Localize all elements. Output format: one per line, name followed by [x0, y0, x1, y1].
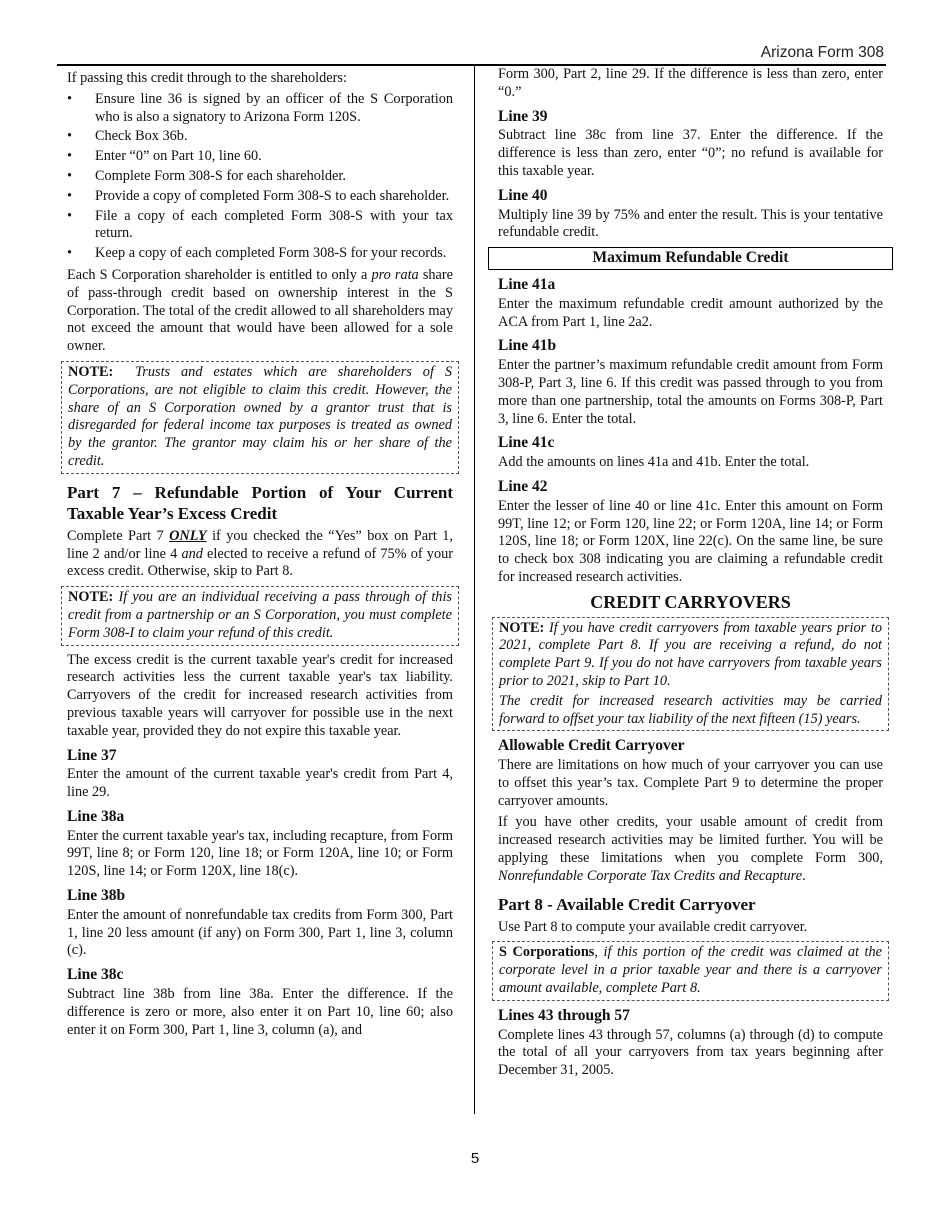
pro-rata-paragraph: Each S Corporation shareholder is entitled to only a pro rata share of pass-through credit based on ownership interest in the S Corporation. The total of the credit allowed to all shareholders may not exceed the amount that would have been allowed for a sole owner. — [67, 266, 453, 355]
note-label: NOTE: — [68, 363, 114, 380]
part8-intro: Use Part 8 to compute your available credit carryover. — [498, 918, 808, 935]
line38a-text: Enter the current taxable year's tax, including recapture, from Form 99T, line 8; or Form 120, line 18; or Form 120A, line 10; or Form 120S, line 14; or Form 120X, line 18(c). — [67, 827, 453, 880]
credit-carryovers-heading: CREDIT CARRYOVERS — [590, 591, 791, 612]
bullet-icon: • — [67, 167, 73, 184]
note-text: If you are an individual receiving a pass through of this credit from a partnership or an S Corporation, you must complete Form 308-I to claim your refund of this credit. — [68, 589, 452, 641]
note-text: Trusts and estates which are shareholders of S Corporations, are not eligible to claim this credit. However, the share of an S Corporation owned by a grantor trust that is disregarded for federal income tax purposes is treated as owned by the grantor. The grantor may claim his or her share of the credit. — [68, 363, 452, 469]
bullet-icon: • — [67, 207, 73, 224]
part7-heading: Part 7 – Refundable Portion of Your Current Taxable Year’s Excess Credit — [67, 482, 453, 523]
note-label: NOTE: — [499, 619, 545, 636]
passthrough-checklist — [67, 91, 453, 263]
part8-heading: Part 8 - Available Credit Carryover — [498, 894, 756, 914]
line38c-heading: Line 38c — [67, 966, 124, 984]
note-label: NOTE: — [68, 589, 114, 606]
bullet-icon: • — [67, 187, 73, 204]
line40-text: Multiply line 39 by 75% and enter the result. This is your tentative refundable credit. — [498, 206, 883, 241]
list-item: • File a copy of each completed Form 308-S with your tax return. — [67, 207, 453, 242]
line39-text: Subtract line 38c from line 37. Enter the difference. If the difference is less than zero, enter “0”; no refund is available for this taxable year. — [498, 127, 883, 179]
bullet-icon: • — [67, 128, 73, 145]
other-credits-text: If you have other credits, your usable amount of credit from increased research activities may be limited further. You will be applying these limitations when you complete Form 300, Nonrefundable Corporate Tax Credits and Recapture. — [498, 814, 883, 884]
line42-text: Enter the lesser of line 40 or line 41c. Enter this amount on Form 99T, line 12; or Form 120, line 22; or Form 120A, line 14; or Form 120S, line 18; or Form 120X, line 22(c). On the same line, be sure to check box 308 indicating you are claiming a refundable credit for increased research activities. — [498, 497, 883, 585]
lines43-57-heading: Lines 43 through 57 — [498, 1006, 630, 1024]
line41a-heading: Line 41a — [498, 275, 556, 293]
line38c-text: Subtract line 38b from line 38a. Enter the difference. If the difference is zero or more, also enter it on Part 10, line 60; also enter it on Form 300, Part 1, line 3, column (a), and — [67, 986, 453, 1038]
list-item: • Ensure line 36 is signed by an officer of the S Corporation who is also a signatory to Arizona Form 120S. — [67, 90, 453, 125]
list-item: • Complete Form 308-S for each shareholder. — [67, 167, 346, 184]
note-carryovers — [492, 617, 889, 732]
lines43-57-text: Complete lines 43 through 57, columns (a) through (d) to compute the total of all your carryovers from tax years beginning after December 31, 2005. — [498, 1026, 883, 1079]
column-divider — [474, 66, 475, 1114]
right-column — [498, 66, 883, 1084]
list-item: • Check Box 36b. — [67, 128, 188, 145]
list-item: • Enter “0” on Part 10, line 60. — [67, 148, 262, 165]
note-trusts-estates — [61, 361, 459, 474]
line41c-heading: Line 41c — [498, 434, 555, 452]
line39-heading: Line 39 — [498, 107, 548, 125]
line41b-heading: Line 41b — [498, 337, 557, 355]
line38b-text: Enter the amount of nonrefundable tax credits from Form 300, Part 1, line 20 less amount (if any) on Form 300, Part 1, line 3, column (c). — [67, 906, 453, 959]
allowable-carryover-heading: Allowable Credit Carryover — [498, 737, 685, 755]
line38a-heading: Line 38a — [67, 807, 125, 825]
list-item: • Provide a copy of completed Form 308-S to each shareholder. — [67, 187, 450, 204]
note-s-corporations — [492, 941, 889, 1000]
list-item: • Keep a copy of each completed Form 308-S for your records. — [67, 245, 447, 262]
passthrough-intro: If passing this credit through to the shareholders: — [67, 70, 347, 86]
bullet-icon: • — [67, 245, 73, 262]
note-text: If you have credit carryovers from taxable years prior to 2021, complete Part 8. If you are receiving a refund, do not complete Part 9. If you do not have carryovers from taxable years prior to 2021, skip to Part 10. — [499, 619, 882, 689]
line41b-text: Enter the partner’s maximum refundable credit amount from Form 308-P, Part 3, line 6. If this credit was passed through to you from more than one partnership, total the amounts on Forms 308-P, Part 3, line 6. Enter the total. — [498, 357, 883, 427]
line40-heading: Line 40 — [498, 186, 548, 204]
note-label: S Corporations — [499, 944, 595, 961]
left-column — [67, 66, 453, 1043]
line42-heading: Line 42 — [498, 477, 548, 495]
line37-text: Enter the amount of the current taxable year's credit from Part 4, line 29. — [67, 766, 453, 801]
bullet-icon: • — [67, 90, 73, 107]
note-text: The credit for increased research activities may be carried forward to offset your tax liability of the next fifteen (15) years. — [499, 692, 882, 727]
line38c-continued: Form 300, Part 2, line 29. If the difference is less than zero, enter “0.” — [498, 66, 883, 100]
line37-heading: Line 37 — [67, 746, 117, 764]
note-individual-passthrough — [61, 586, 459, 645]
bullet-icon: • — [67, 148, 73, 165]
part7-intro: Complete Part 7 ONLY if you checked the “Yes” box on Part 1, line 2 and/or line 4 and elected to receive a refund of 75% of your excess credit. Otherwise, skip to Part 8. — [67, 527, 453, 580]
line38b-heading: Line 38b — [67, 887, 126, 905]
page-number: 5 — [470, 1150, 480, 1167]
line41a-text: Enter the maximum refundable credit amount authorized by the ACA from Part 1, line 2a2. — [498, 295, 883, 330]
max-refundable-heading: Maximum Refundable Credit — [488, 247, 893, 270]
allowable-carryover-text: There are limitations on how much of your carryover you can use to offset this year’s tax. Complete Part 9 to determine the proper carryover amounts. — [498, 757, 883, 809]
line41c-text: Add the amounts on lines 41a and 41b. Enter the total. — [498, 454, 810, 471]
excess-credit-paragraph: The excess credit is the current taxable year's credit for increased research activities less the current taxable year's tax liability. Carryovers of the credit for increased research activities from previous taxable years will carryover for possible use in the next taxable year, provided they do not expire this taxable year. — [67, 651, 453, 739]
form-title: Arizona Form 308 — [760, 44, 884, 61]
note-text: , if this portion of the credit was claimed at the corporate level in a prior taxable year and there is a carryover amount available, complete Part 8. — [499, 944, 883, 997]
